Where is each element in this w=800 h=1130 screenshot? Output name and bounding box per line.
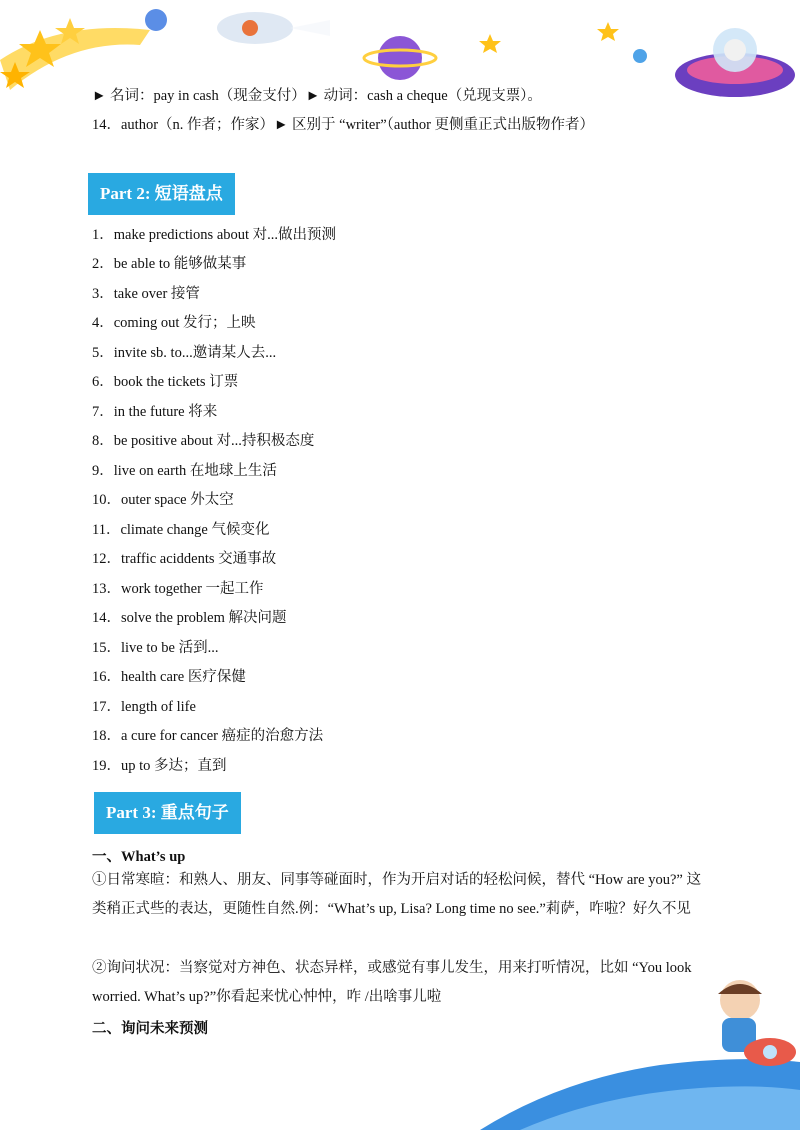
list-item: 12．traffic aciddents 交通事故 bbox=[92, 551, 277, 567]
list-item: 1．make predictions about 对...做出预测 bbox=[92, 227, 337, 243]
list-item: 7．in the future 将来 bbox=[92, 404, 218, 420]
planet-icon bbox=[633, 49, 647, 63]
list-item: 10．outer space 外太空 bbox=[92, 492, 234, 508]
rocket-icon bbox=[217, 12, 330, 44]
section-heading-part2: Part 2: 短语盘点 bbox=[88, 173, 235, 215]
paragraph: ①日常寒暄：和熟人、朋友、同事等碰面时，作为开启对话的轻松问候，替代 “How are you?” 这类稍正式些的表达，更随性自然.例：“What’s up, Lisa? Long time no see.”莉萨，咋啦？好久不见 bbox=[92, 872, 701, 917]
list-item: 11．climate change 气候变化 bbox=[92, 522, 270, 538]
list-item: 4．coming out 发行；上映 bbox=[92, 315, 256, 331]
list-item: 14．solve the problem 解决问题 bbox=[92, 610, 287, 626]
vocab-line: ► 名词：pay in cash（现金支付）► 动词：cash a cheque（兑现支票）。 bbox=[92, 88, 542, 104]
astronaut-kid-icon bbox=[718, 980, 796, 1066]
ringed-planet-icon bbox=[364, 36, 436, 80]
sub-heading: 二、询问未来预测 bbox=[92, 1021, 208, 1037]
star-icon bbox=[597, 22, 619, 41]
shooting-star-icon bbox=[0, 18, 150, 90]
list-item: 9．live on earth 在地球上生活 bbox=[92, 463, 277, 479]
list-item: 3．take over 接管 bbox=[92, 286, 200, 302]
sub-heading: 一、What’s up bbox=[92, 849, 186, 865]
bottom-decoration bbox=[0, 980, 800, 1130]
list-item: 16．health care 医疗保健 bbox=[92, 669, 246, 685]
list-item: 5．invite sb. to...邀请某人去... bbox=[92, 345, 277, 361]
list-item: 17．length of life bbox=[92, 699, 196, 715]
list-item: 18．a cure for cancer 癌症的治愈方法 bbox=[92, 728, 324, 744]
list-item: 6．book the tickets 订票 bbox=[92, 374, 239, 390]
star-icon bbox=[479, 34, 501, 53]
list-item: 8．be positive about 对...持积极态度 bbox=[92, 433, 315, 449]
list-item: 15．live to be 活到... bbox=[92, 640, 219, 656]
ufo-icon bbox=[675, 28, 795, 97]
paragraph: ②询问状况：当察觉对方神色、状态异样，或感觉有事儿发生，用来打听情况，比如 “You look worried. What’s up?”你看起来忧心忡忡，咋 /出啥事儿啦 bbox=[92, 960, 692, 1005]
list-item: 19．up to 多达；直到 bbox=[92, 758, 227, 774]
planet-icon bbox=[145, 9, 167, 31]
list-item: 2．be able to 能够做某事 bbox=[92, 256, 247, 272]
list-item: 13．work together 一起工作 bbox=[92, 581, 264, 597]
vocab-line: 14．author（n. 作者；作家）► 区别于 “writer”（author 更侧重正式出版物作者） bbox=[92, 117, 595, 133]
section-heading-part3: Part 3: 重点句子 bbox=[94, 792, 241, 834]
